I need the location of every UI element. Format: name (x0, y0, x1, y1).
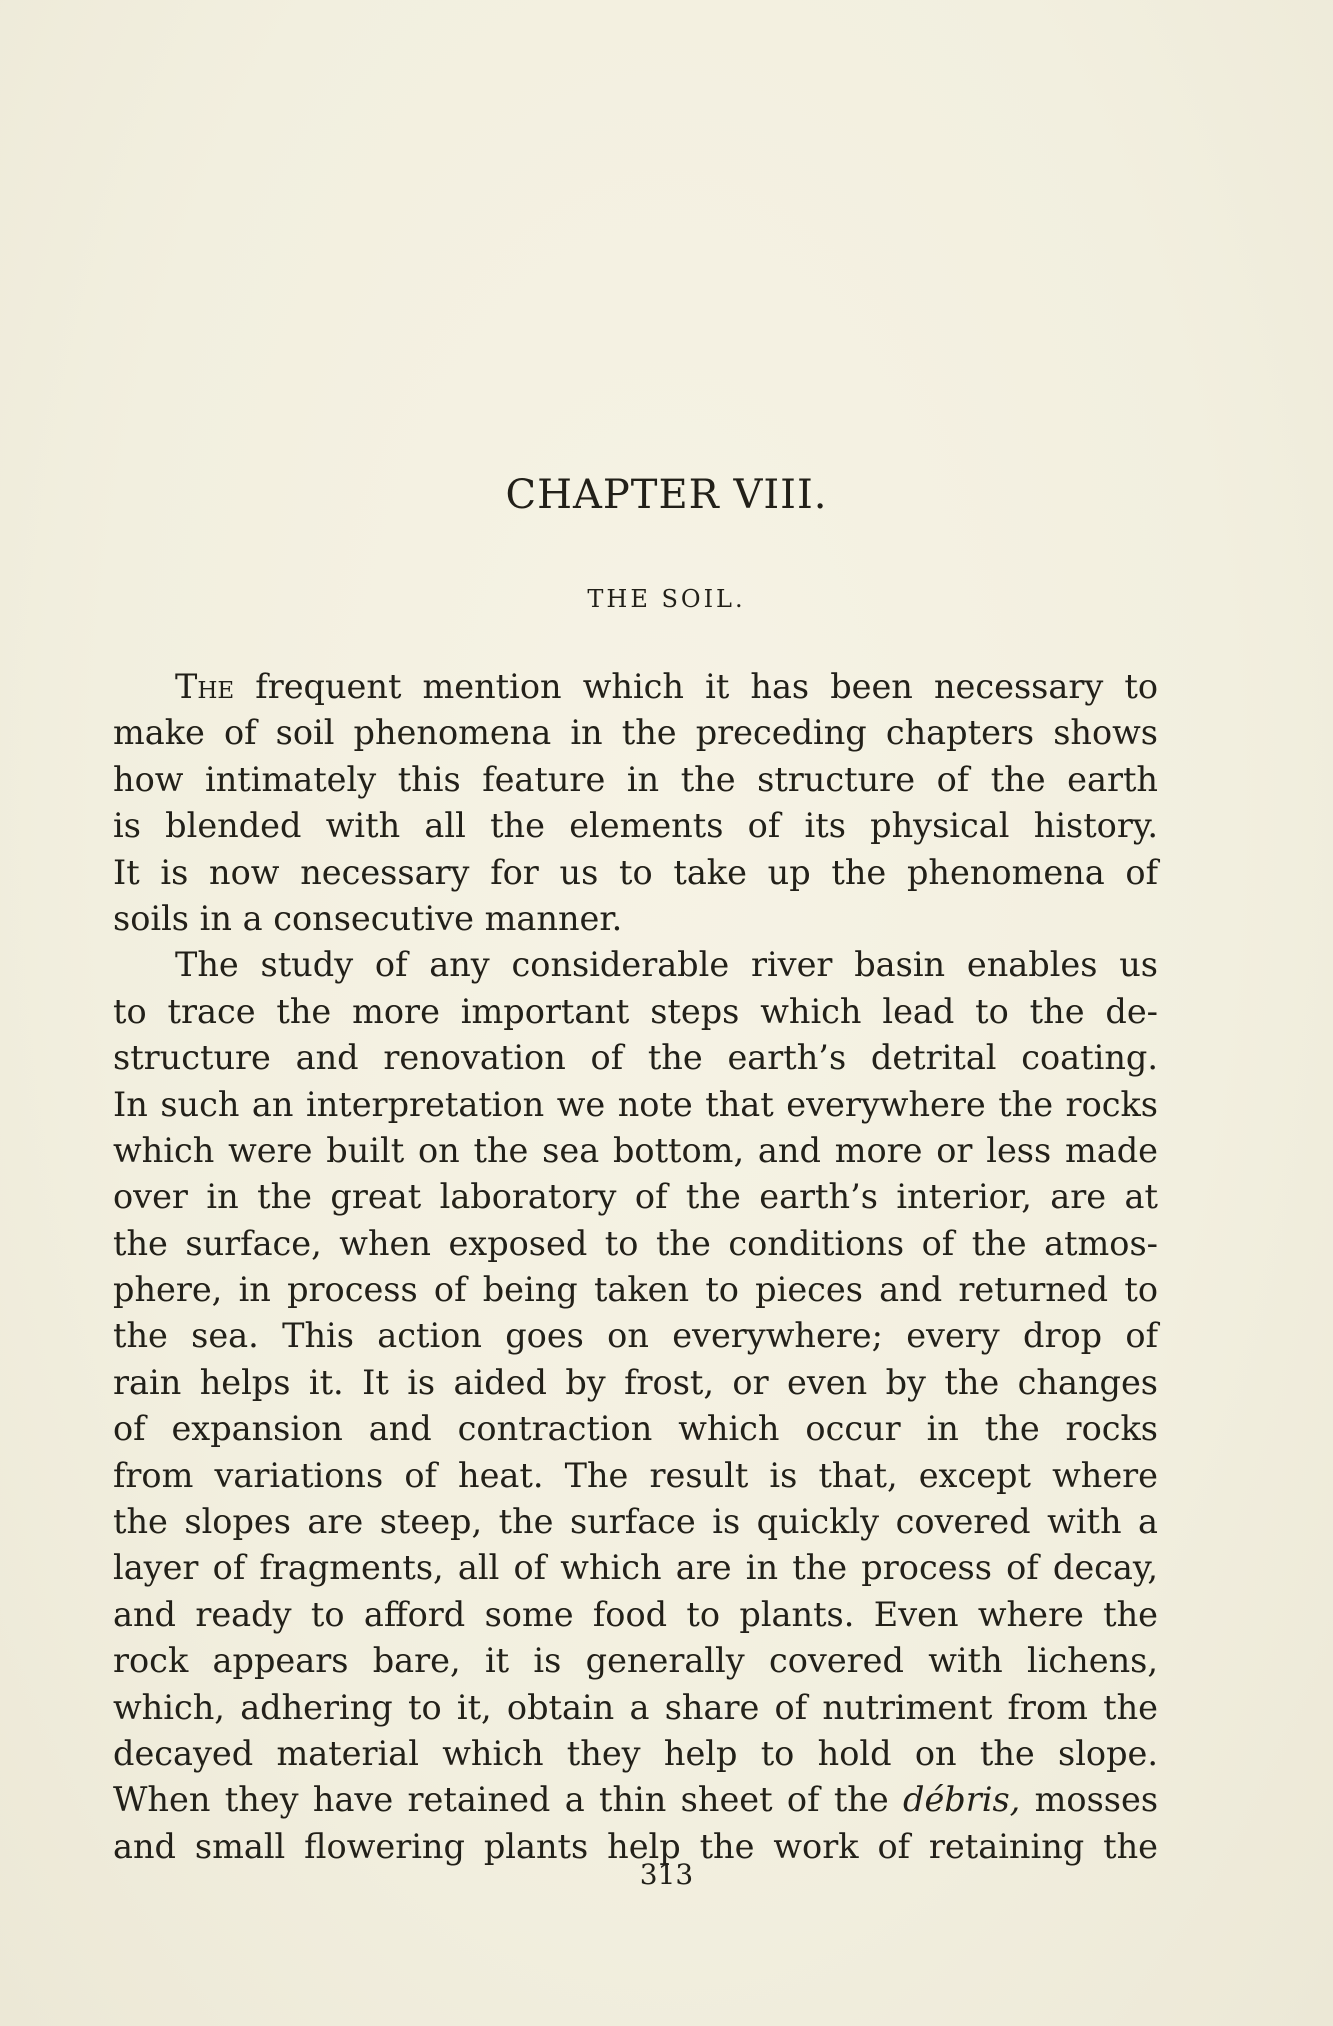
text-line: rain helps it. It is aided by frost, or even by the changes (113, 1362, 1158, 1402)
page-number: 313 (639, 1858, 694, 1891)
text-line: It is now necessary for us to take up the phenomena of (113, 852, 1158, 892)
text-line: and small flowering plants help the work of retaining the (113, 1826, 1158, 1866)
text-line: the sea. This action goes on everywhere; every drop of (113, 1316, 1158, 1356)
text-line: of expansion and contraction which occur in the rocks (113, 1409, 1158, 1449)
text-line: decayed material which they help to hold on the slope. (113, 1733, 1158, 1773)
section-title: THE SOIL. (587, 585, 746, 613)
line-text: mosses (1020, 1780, 1159, 1820)
text-line: layer of fragments, all of which are in the process of decay, (113, 1548, 1158, 1588)
line-text: When they have retained a thin sheet of the (113, 1780, 904, 1820)
text-line: from variations of heat. The result is that, except where (113, 1455, 1158, 1495)
text-line (113, 664, 1158, 710)
italic-word: débris, (903, 1780, 1021, 1820)
text-line (113, 1777, 1158, 1823)
text-line: rock appears bare, it is generally covered with lichens, (113, 1641, 1158, 1681)
text-line: the slopes are steep, the surface is quickly covered with a (113, 1502, 1158, 1542)
text-line: phere, in process of being taken to pieces and returned to (113, 1270, 1158, 1310)
text-line: is blended with all the elements of its physical history. (113, 806, 1158, 846)
text-line: over in the great laboratory of the earth’s interior, are at (113, 1177, 1158, 1217)
text-line: how intimately this feature in the structure of the earth (113, 759, 1158, 799)
text-line: and ready to afford some food to plants. Even where the (113, 1594, 1158, 1634)
line-text: frequent mention which it has been necessary to (234, 667, 1158, 706)
text-line: the surface, when exposed to the conditions of the atmos- (113, 1223, 1158, 1263)
text-line: to trace the more important steps which lead to the de- (113, 991, 1158, 1031)
text-line: which were built on the sea bottom, and more or less made (113, 1130, 1158, 1170)
body-text (113, 664, 1158, 1870)
chapter-title: CHAPTER VIII. (505, 472, 828, 518)
text-line: In such an interpretation we note that everywhere the rocks (113, 1084, 1158, 1124)
text-line: make of soil phenomena in the preceding chapters shows (113, 713, 1158, 753)
text-line: structure and renovation of the earth’s detrital coating. (113, 1038, 1158, 1078)
first-word: The (175, 667, 235, 706)
text-line: which, adhering to it, obtain a share of nutriment from the (113, 1687, 1158, 1727)
text-line: soils in a consecutive manner. (113, 898, 623, 938)
text-line: The study of any considerable river basin enables us (175, 945, 1158, 985)
